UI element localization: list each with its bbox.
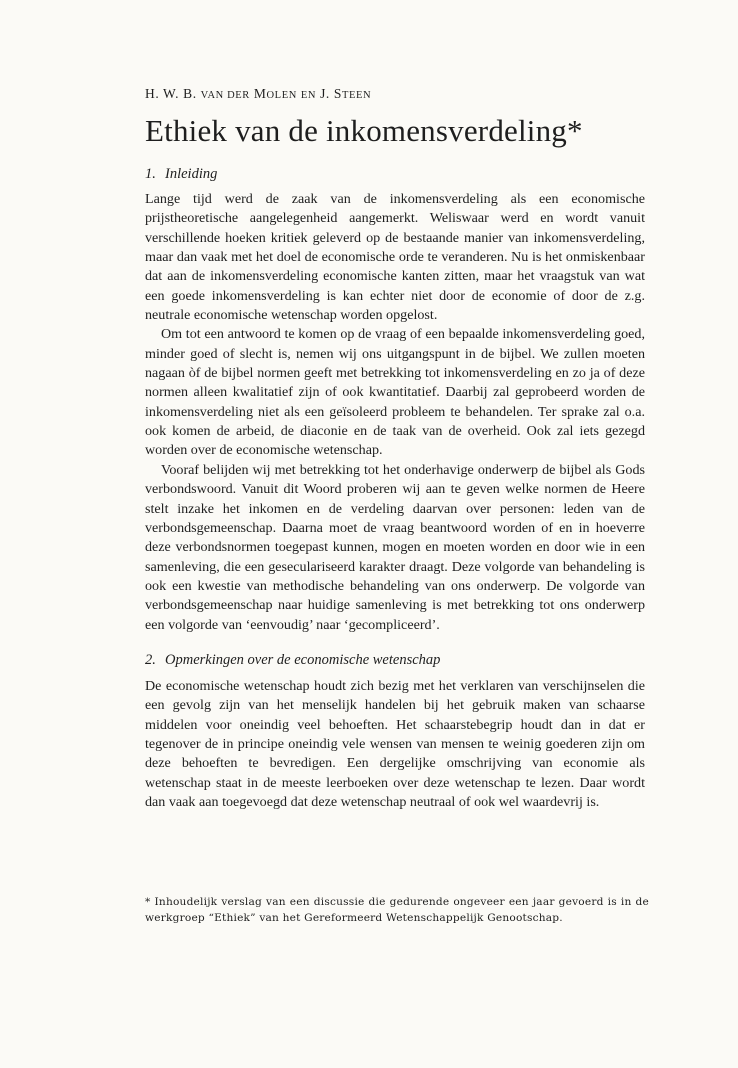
- section-number: 2.: [145, 651, 156, 668]
- paragraph: Lange tijd werd de zaak van de inkomensverdeling als een economische prijstheoretische aangelegenheid aangemerkt. Weliswaar werd en wordt vanuit verschillende hoeken kritiek geleverd op de bestaande manier van inkomensverdeling, maar dan vaak met het doel de economische orde te veranderen. Nu is het onmiskenbaar dat aan de inkomensverdeling economische kanten zitten, maar het vraagstuk van wat een goede inkomensverdeling is kan echter niet door de economie of door de z.g. neutrale economische wetenschap worden opgelost.: [145, 191, 645, 324]
- paragraph: De economische wetenschap houdt zich bezig met het verklaren van verschijnselen die een gevolg zijn van het menselijk handelen bij het gebruik maken van schaarse middelen voor oneindig veel behoeften. Het schaarstebegrip houdt dan in dat er tegenover de in principe oneindig vele wensen van mensen te weinig goederen zijn om deze behoeften te bevredigen. Een dergelijke omschrijving van economie als wetenschap staat in de meeste leerboeken over deze wetenschap te lezen. Daar wordt dan vaak aan toegevoegd dat deze wetenschap neutraal of ook wel waardevrij is.: [145, 677, 645, 810]
- footnote: * Inhoudelijk verslag van een discussie die gedurende ongeveer een jaar gevoerd is in de werkgroep “Ethiek” van het Gereformeerd Wetenschappelijk Genootschap.: [145, 896, 649, 924]
- second-author-surname-rest: TEEN: [342, 90, 372, 101]
- section-heading-opmerkingen: [145, 650, 645, 670]
- paragraph: Om tot een antwoord te komen op de vraag of een bepaalde inkomensverdeling goed, minder goed of slecht is, nemen wij ons uitgangspunt in de bijbel. We zullen moeten nagaan òf de bijbel normen geeft met betrekking tot inkomensverdeling en zo ja of deze normen alleen kwalitatief zijn of ook kwantitatief. Daarbij zal geprobeerd worden de inkomensverdeling niet als een geïsoleerd probleem te behandelen. Ter sprake zal o.a. ook komen de arbeid, de diaconie en de taak van de overheid. Ook zal iets gezegd worden over de economische wetenschap.: [145, 326, 645, 459]
- article-page: [145, 86, 645, 812]
- authors-line: [145, 86, 645, 102]
- paragraph: Vooraf belijden wij met betrekking tot het onderhavige onderwerp de bijbel als Gods verbondswoord. Vanuit dit Woord proberen wij aan te geven welke normen de Heere stelt inzake het inkomen en de verdeling daarvan over personen: leden van de verbondsgemeenschap. Daarna moet de vraag beantwoord worden of en in hoeverre deze verbondsnormen toegepast kunnen, mogen en moeten worden en door wie in een samenleving, die een geseculariseerd karakter draagt. Deze volgorde van behandeling is ook een kwestie van methodische behandeling van ons onderwerp. De volgorde van verbondsgemeenschap naar huidige samenleving is met betrekking tot ons onderwerp een volgorde van ‘eenvoudig’ naar ‘gecompliceerd’.: [145, 461, 645, 633]
- author-conjunction: EN: [300, 90, 317, 101]
- section-number: 1.: [145, 166, 156, 182]
- author-surname-rest: OLEN: [266, 90, 297, 101]
- author-initials: H. W. B.: [145, 86, 197, 101]
- second-author-initials: J. S: [320, 86, 342, 101]
- author-prefix: VAN DER: [200, 90, 250, 101]
- section-title: Inleiding: [165, 166, 218, 182]
- author-surname-initial: M: [253, 86, 267, 101]
- section-heading-inleiding: [145, 164, 645, 184]
- article-title: Ethiek van de inkomensverdeling*: [145, 113, 583, 148]
- section-title: Opmerkingen over de economische wetenschap: [165, 651, 441, 668]
